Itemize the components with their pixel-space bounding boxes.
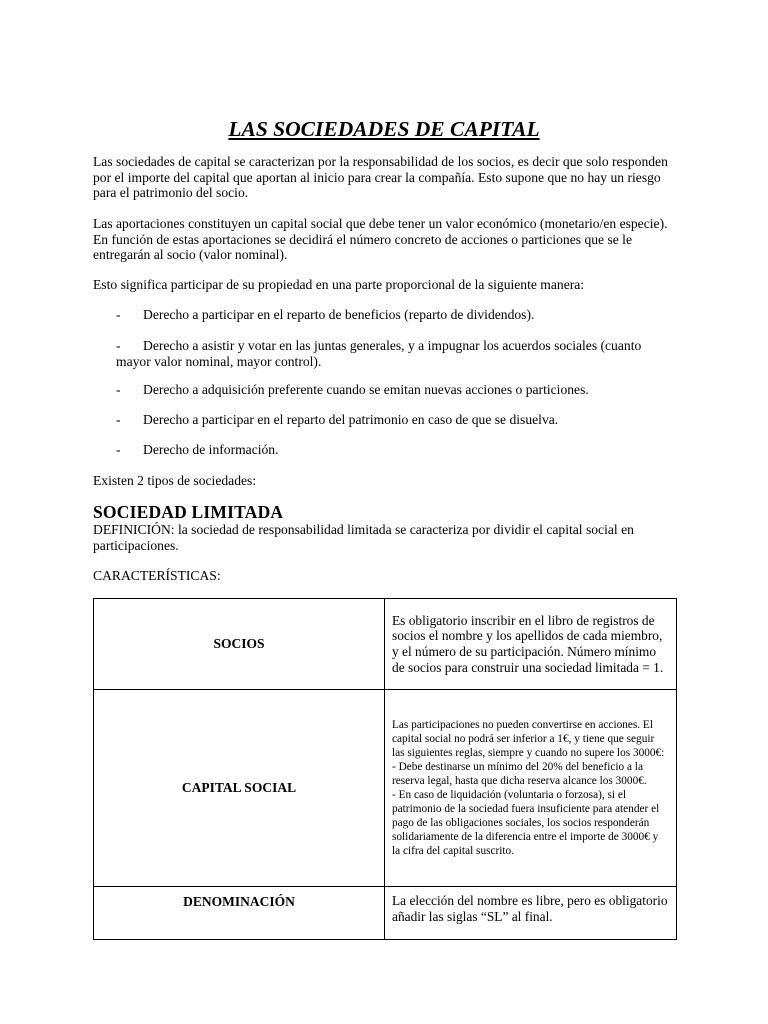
list-item [116, 412, 676, 428]
capital-rules-intro: Las participaciones no pueden convertirse en acciones. El capital social no podrá ser inferior a 1€, y tiene que seguir las siguientes reglas, siempre y cuando no supere los 3000€: [392, 718, 665, 759]
contributions-paragraph: Las aportaciones constituyen un capital social que debe tener un valor económico (monetario/en especie). En función de estas aportaciones se decidirá el número concreto de acciones o particiones que se le entregarán al socio (valor nominal). [93, 216, 668, 263]
list-item [116, 442, 676, 458]
table-row [94, 887, 677, 940]
types-paragraph: Existen 2 tipos de sociedades: [93, 473, 257, 488]
list-item-text: Derecho a asistir y votar en las juntas generales, y a impugnar los acuerdos sociales (cuanto mayor valor nominal, mayor control). [116, 338, 642, 369]
capital-rule-liquidation: - En caso de liquidación (voluntaria o forzosa), si el patrimonio de la sociedad fuera insuficiente para atender el pago de las obligaciones sociales, los socios responderán solidariamente de la diferencia entre el importe de 3000€ y la cifra del capital suscrito. [392, 789, 660, 858]
list-item-text: Derecho a participar en el reparto del patrimonio en caso de que se disuelva. [143, 412, 559, 427]
table-row [94, 690, 677, 887]
table-row [94, 599, 677, 690]
list-dash: - [116, 382, 121, 397]
list-dash: - [116, 412, 121, 427]
characteristics-table [93, 598, 677, 940]
section-heading: SOCIEDAD LIMITADA [93, 502, 284, 522]
capital-rule-reserve: - Debe destinarse un mínimo del 20% del beneficio a la reserva legal, hasta que dicha reserva alcance los 3000€. [392, 760, 647, 787]
table-value-capital-social [385, 690, 677, 887]
participation-paragraph: Esto significa participar de su propiedad en una parte proporcional de la siguiente manera: [93, 277, 585, 292]
list-item-text: Derecho de información. [143, 442, 279, 457]
table-value-denominacion: La elección del nombre es libre, pero es obligatorio añadir las siglas “SL” al final. [385, 887, 677, 940]
list-item [116, 382, 676, 398]
list-item-text: Derecho a participar en el reparto de beneficios (reparto de dividendos). [143, 307, 535, 322]
list-dash: - [116, 442, 121, 457]
list-item [116, 307, 676, 323]
intro-paragraph: Las sociedades de capital se caracterizan por la responsabilidad de los socios, es decir que solo responden por el importe del capital que aportan al inicio para crear la compañía. Esto supone que no hay un riesgo para el patrimonio del socio. [93, 154, 668, 201]
table-key-capital-social: CAPITAL SOCIAL [94, 690, 385, 887]
definition-paragraph: DEFINICIÓN: la sociedad de responsabilidad limitada se caracteriza por dividir el capital social en participaciones. [93, 522, 634, 553]
list-dash: - [116, 338, 121, 353]
table-key-denominacion: DENOMINACIÓN [94, 887, 385, 940]
list-item-text: Derecho a adquisición preferente cuando se emitan nuevas acciones o particiones. [143, 382, 589, 397]
list-item [116, 338, 676, 369]
table-value-socios: Es obligatorio inscribir en el libro de registros de socios el nombre y los apellidos de cada miembro, y el número de su participación. Número mínimo de socios para construir una sociedad limitada = 1. [385, 599, 677, 690]
list-dash: - [116, 307, 121, 322]
page-title: LAS SOCIEDADES DE CAPITAL [228, 117, 540, 141]
characteristics-label: CARACTERÍSTICAS: [93, 568, 221, 583]
table-key-socios: SOCIOS [94, 599, 385, 690]
